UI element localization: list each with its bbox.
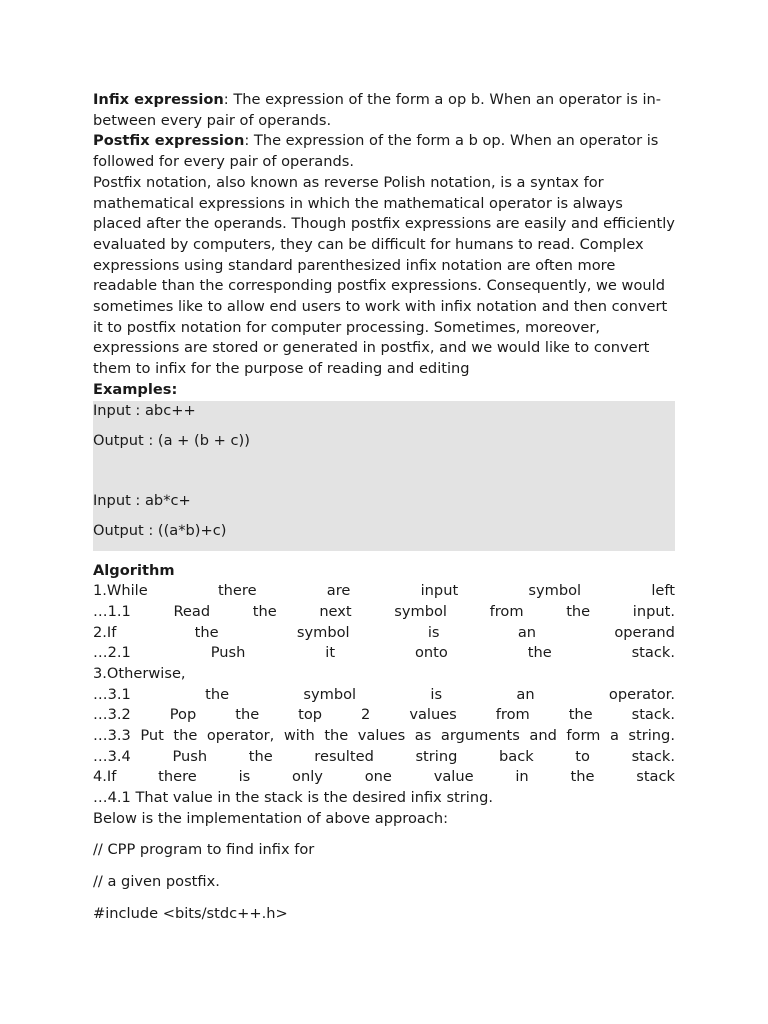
algorithm-step-word: the xyxy=(194,623,219,641)
algorithm-step-word: Read xyxy=(173,602,211,620)
algorithm-step-word: form xyxy=(566,727,601,745)
example-output-2: Output : ((a*b)+c) xyxy=(93,521,227,539)
algorithm-step-word: arguments xyxy=(440,727,520,745)
algorithm-step-line xyxy=(93,705,675,726)
algorithm-step-word: a xyxy=(609,727,619,745)
algorithm-step-line xyxy=(93,747,675,768)
algorithm-step-word: values xyxy=(409,706,457,724)
algorithm-step-word: …1.1 xyxy=(93,602,131,620)
example-output-1: Output : (a + (b + c)) xyxy=(93,431,250,449)
example-input-1: Input : abc++ xyxy=(93,401,196,419)
algorithm-step-word: from xyxy=(495,706,530,724)
algorithm-step-line xyxy=(93,581,675,602)
algorithm-step-word: the xyxy=(570,768,595,786)
algorithm-step-word: only xyxy=(292,768,323,786)
algorithm-step-word: the xyxy=(568,706,593,724)
algorithm-step-word: it xyxy=(325,644,336,662)
algorithm-step-word: onto xyxy=(414,644,448,662)
algorithm-step-word: the xyxy=(205,685,230,703)
algorithm-step-word: there xyxy=(158,768,197,786)
algorithm-step-word: symbol xyxy=(296,623,350,641)
algorithm-step-word: from xyxy=(489,602,524,620)
algorithm-step-word: Put xyxy=(140,727,164,745)
examples-block xyxy=(93,401,675,551)
algorithm-step-word: …3.2 xyxy=(93,706,131,724)
algorithm-step-word: one xyxy=(364,768,392,786)
algorithm-step-word: stack. xyxy=(631,644,675,662)
algorithm-step-word: symbol xyxy=(528,582,582,600)
algorithm-step-word: 2.If xyxy=(93,623,117,641)
algorithm-step-word: top xyxy=(298,706,323,724)
algorithm-step-line: 3.Otherwise, xyxy=(93,665,186,682)
code-line-2: // a given postfix. xyxy=(93,872,220,890)
infix-definition xyxy=(93,90,675,131)
algorithm-step-word: symbol xyxy=(394,602,447,620)
examples-heading: Examples: xyxy=(93,380,178,398)
algorithm-step-word: values xyxy=(357,727,406,745)
algorithm-step-line xyxy=(93,643,675,664)
algorithm-step-word: operator. xyxy=(608,685,675,703)
algorithm-step-word: resulted xyxy=(314,747,374,765)
algorithm-step-word: is xyxy=(238,768,251,786)
algorithm-step-word: …3.4 xyxy=(93,747,131,765)
algorithm-step-word: input. xyxy=(632,602,675,620)
infix-text: : The expression of the form a op b. When an operator is in-between every pair of operands. xyxy=(93,91,662,129)
algorithm-step-word: stack. xyxy=(631,747,675,765)
algorithm-step-word: 2 xyxy=(361,706,371,724)
algorithm-step-word: 1.While xyxy=(93,582,148,600)
algorithm-step-word: is xyxy=(427,623,440,641)
postfix-definition xyxy=(93,131,675,172)
algorithm-step-word: with xyxy=(283,727,315,745)
algorithm-step-word: Pop xyxy=(169,706,197,724)
algorithm-step-word: stack xyxy=(636,768,675,786)
algorithm-step-word: Push xyxy=(210,644,246,662)
algorithm-step-word: to xyxy=(575,747,590,765)
algorithm-step-word: as xyxy=(414,727,432,745)
algorithm-step-word: operand xyxy=(614,623,675,641)
algorithm-steps xyxy=(93,581,675,788)
algorithm-step-word: symbol xyxy=(303,685,357,703)
algorithm-step-line xyxy=(93,685,675,706)
algorithm-heading: Algorithm xyxy=(93,561,175,579)
algorithm-step-word: is xyxy=(430,685,443,703)
algorithm-step-word: the xyxy=(252,602,277,620)
algorithm-step-word: 4.If xyxy=(93,768,117,786)
example-spacer xyxy=(93,461,675,491)
algorithm-step-line xyxy=(93,602,675,623)
algorithm-step-word: there xyxy=(217,582,257,600)
algorithm-step-line xyxy=(93,623,675,644)
algorithm-last-step: …4.1 That value in the stack is the desired infix string. xyxy=(93,789,493,807)
algorithm-step-word: left xyxy=(651,582,675,600)
algorithm-step-word: and xyxy=(529,727,557,745)
algorithm-step-word: in xyxy=(515,768,529,786)
algorithm-step-word: next xyxy=(319,602,352,620)
algorithm-step-word: the xyxy=(235,706,260,724)
algorithm-step-word: …3.3 xyxy=(93,727,131,745)
algorithm-step-word: …2.1 xyxy=(93,644,131,662)
implementation-note: Below is the implementation of above approach: xyxy=(93,809,449,827)
algorithm-step-word: …3.1 xyxy=(93,685,131,703)
algorithm-step-word: the xyxy=(566,602,591,620)
algorithm-step-word: are xyxy=(326,582,351,600)
algorithm-step-line xyxy=(93,767,675,788)
algorithm-step-word: input xyxy=(420,582,459,600)
algorithm-step-word: value xyxy=(433,768,474,786)
example-input-2: Input : ab*c+ xyxy=(93,491,191,509)
document-page xyxy=(93,90,675,936)
postfix-text: : The expression of the form a b op. When an operator is followed for every pair of operands. xyxy=(93,132,659,171)
code-line-3: #include <bits/stdc++.h> xyxy=(93,904,288,922)
algorithm-step-word: operator, xyxy=(206,727,275,745)
postfix-description: Postfix notation, also known as reverse Polish notation, is a syntax for mathematical expressions in which the mathematical operator is always placed after the operands. Though postfix expressions are easily and efficiently evaluated by computers, they can be difficult for humans to read. Complex expressions using standard parenthesized infix notation are often more readable than the corresponding postfix expressions. Consequently, we would sometimes like to allow end users to work with infix notation and then convert it to postfix notation for computer processing. Sometimes, moreover, expressions are stored or generated in postfix, and we would like to convert them to infix for the purpose of reading and editing xyxy=(93,173,675,378)
algorithm-step-word: string xyxy=(415,747,458,765)
algorithm-step-word: Push xyxy=(172,747,208,765)
code-line-1: // CPP program to find infix for xyxy=(93,840,315,858)
postfix-label: Postfix expression xyxy=(93,132,245,150)
algorithm-step-word: string. xyxy=(628,727,675,745)
algorithm-step-word: the xyxy=(324,727,349,745)
algorithm-step-word: an xyxy=(516,685,535,703)
algorithm-step-word: the xyxy=(527,644,552,662)
algorithm-step-word: the xyxy=(173,727,198,745)
algorithm-step-word: the xyxy=(248,747,273,765)
algorithm-step-word: stack. xyxy=(631,706,675,724)
algorithm-step-line xyxy=(93,726,675,747)
algorithm-step-word: back xyxy=(498,747,534,765)
infix-label: Infix expression xyxy=(93,91,224,108)
algorithm-step-word: an xyxy=(517,623,537,641)
